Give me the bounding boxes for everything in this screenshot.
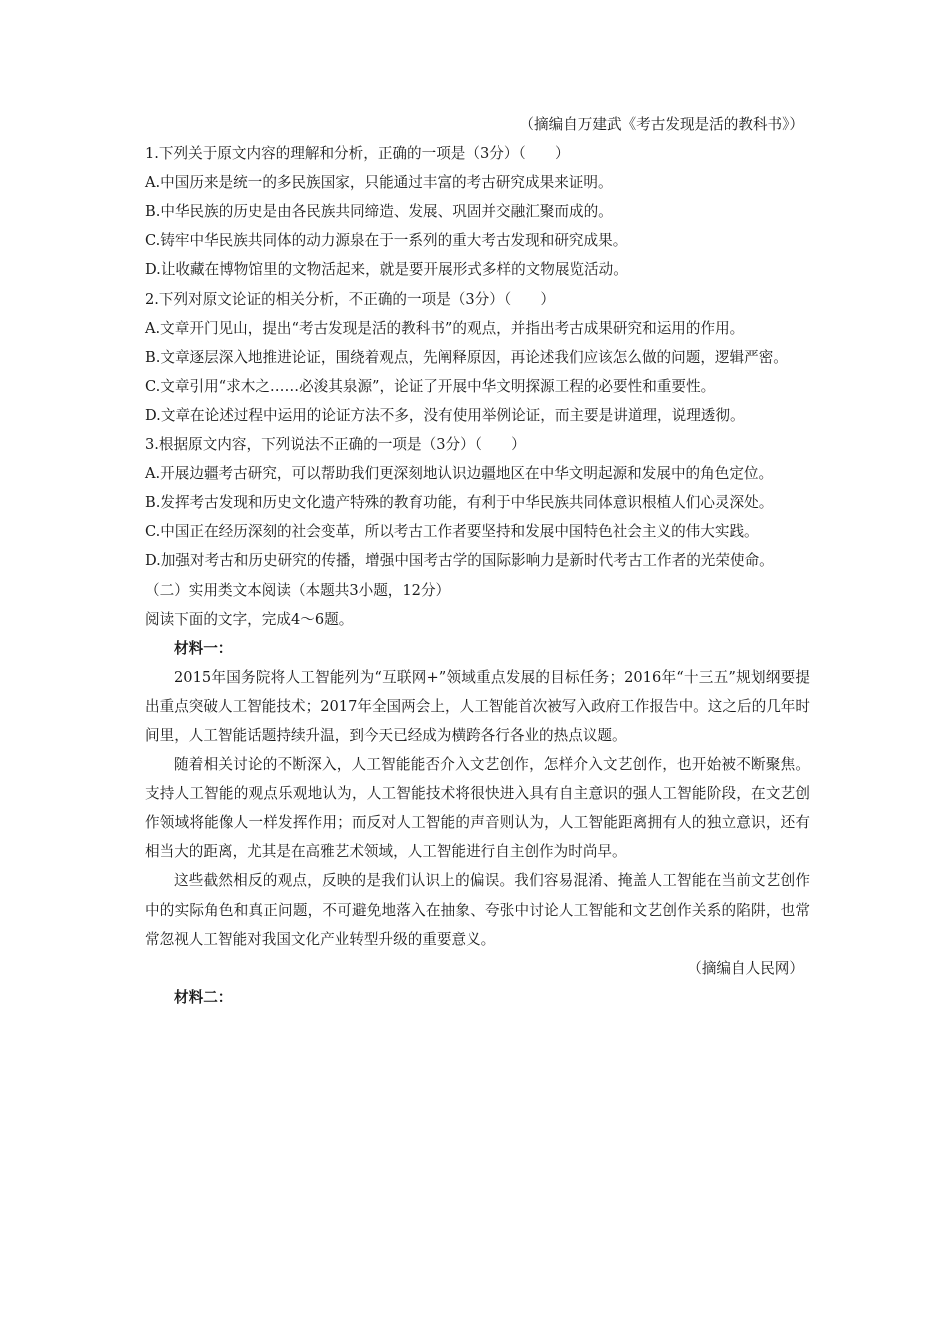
source-citation: （摘编自万建武《考古发现是活的教科书》）	[519, 116, 804, 133]
option-c: C.文章引用“求木之……必浚其泉源”，论证了开展中华文明探源工程的必要性和重要性。	[145, 377, 716, 395]
option-a: A.文章开门见山，提出“考古发现是活的教科书”的观点，并指出考古成果研究和运用的作用。	[145, 319, 745, 337]
option-d: D.文章在论述过程中运用的论证方法不多，没有使用举例论证，而主要是讲道理，说理透彻。	[145, 406, 745, 424]
option-a: A.开展边疆考古研究，可以帮助我们更深刻地认识边疆地区在中华文明起源和发展中的角色定位。	[145, 465, 774, 483]
option-b: B.中华民族的历史是由各民族共同缔造、发展、巩固并交融汇聚而成的。	[145, 203, 613, 221]
paragraph: 这些截然相反的观点，反映的是我们认识上的偏误。我们容易混淆、掩盖人工智能在当前文艺创作中的实际角色和真正问题，不可避免地落入在抽象、夸张中讨论人工智能和文艺创作关系的陷阱，也常常忽视人工智能对我国文化产业转型升级的重要意义。	[145, 872, 810, 948]
material-1	[145, 634, 810, 983]
section-instruction: 阅读下面的文字，完成4～6题。	[145, 610, 354, 628]
option-d: D.让收藏在博物馆里的文物活起来，就是要开展形式多样的文物展览活动。	[145, 261, 628, 279]
paragraph: 随着相关讨论的不断深入，人工智能能否介入文艺创作，怎样介入文艺创作，也开始被不断聚焦。支持人工智能的观点乐观地认为，人工智能技术将很快进入具有自主意识的强人工智能阶段，在文艺创作领域将能像人一样发挥作用；而反对人工智能的声音则认为，人工智能距离拥有人的独立意识，还有相当大的距离，尤其是在高雅艺术领域，人工智能进行自主创作为时尚早。	[145, 756, 810, 861]
option-b: B.文章逐层深入地推进论证，围绕着观点，先阐释原因，再论述我们应该怎么做的问题，逻辑严密。	[145, 348, 788, 366]
question-1	[145, 139, 810, 284]
question-3	[145, 430, 810, 575]
source-citation: （摘编自人民网）	[687, 959, 804, 977]
document-page	[145, 110, 810, 1012]
section-title: （二）实用类文本阅读（本题共3小题，12分）	[145, 581, 451, 599]
material-heading: 材料一：	[174, 639, 233, 657]
option-d: D.加强对考古和历史研究的传播，增强中国考古学的国际影响力是新时代考古工作者的光荣使命。	[145, 552, 774, 570]
option-a: A.中国历来是统一的多民族国家，只能通过丰富的考古研究成果来证明。	[145, 174, 613, 192]
question-2	[145, 285, 810, 430]
question-stem: 1.下列关于原文内容的理解和分析，正确的一项是（3分）（ ）	[145, 145, 570, 163]
option-c: C.铸牢中华民族共同体的动力源泉在于一系列的重大考古发现和研究成果。	[145, 232, 628, 250]
option-b: B.发挥考古发现和历史文化遗产特殊的教育功能，有利于中华民族共同体意识根植人们心灵深处。	[145, 494, 774, 512]
question-stem: 3.根据原文内容，下列说法不正确的一项是（3分）（ ）	[145, 436, 526, 454]
option-c: C.中国正在经历深刻的社会变革，所以考古工作者要坚持和发展中国特色社会主义的伟大实践。	[145, 523, 759, 541]
material-heading: 材料二：	[174, 988, 233, 1006]
paragraph: 2015年国务院将人工智能列为“互联网+”领域重点发展的目标任务；2016年“十三五”规划纲要提出重点突破人工智能技术；2017年全国两会上，人工智能首次被写入政府工作报告中。这之后的几年时间里，人工智能话题持续升温，到今天已经成为横跨各行各业的热点议题。	[145, 668, 810, 744]
material-2	[145, 983, 810, 1012]
question-stem: 2.下列对原文论证的相关分析，不正确的一项是（3分）（ ）	[145, 290, 555, 308]
